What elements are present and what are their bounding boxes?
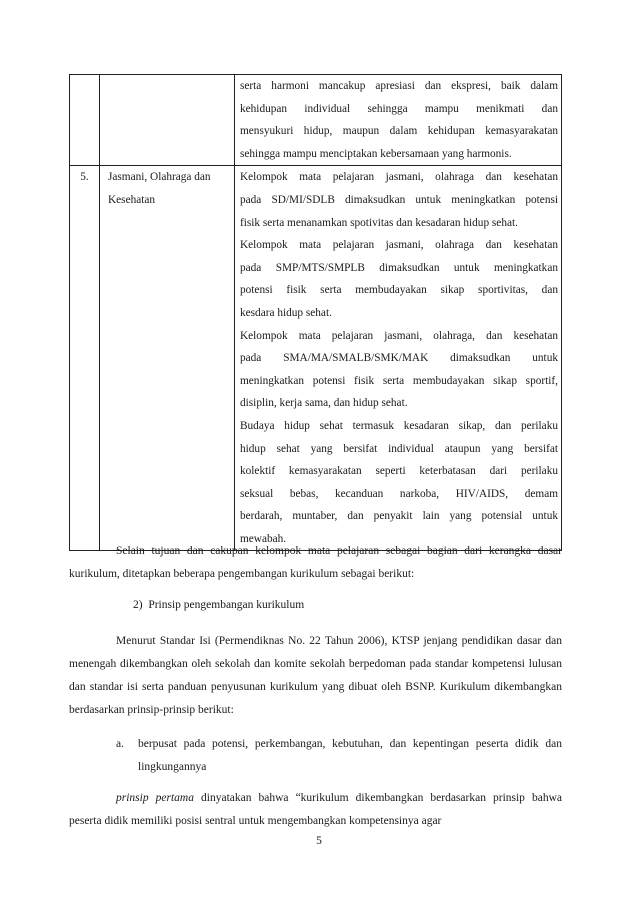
description-line: kolektif kemasyarakatan seperti keterbatasan dari perilaku xyxy=(240,465,558,478)
description-line: fisik serta menanamkan spotivitas dan kesadaran hidup sehat. xyxy=(240,216,518,229)
description-line: seksual bebas, kecanduan narkoba, HIV/AIDS, demam xyxy=(240,487,558,500)
description-line: sehingga mampu menciptakan kebersamaan yang harmonis. xyxy=(240,147,512,160)
description-line: Budaya hidup sehat termasuk kesadaran sikap, dan perilaku xyxy=(240,419,558,432)
number-cell xyxy=(70,75,100,166)
description-cell xyxy=(235,166,562,551)
description-paragraph xyxy=(240,325,558,415)
subject-line-2: Kesehatan xyxy=(108,193,156,206)
subject-cell xyxy=(100,75,235,166)
description-line: Kelompok mata pelajaran jasmani, olahraga dan kesehatan xyxy=(240,171,558,184)
paragraph-intro: Selain tujuan dan cakupan kelompok mata pelajaran sebagai bagian dari kerangka dasar kurikulum, ditetapkan beberapa pengembangan kurikulum sebagai berikut: xyxy=(69,545,562,580)
description-paragraph xyxy=(240,166,558,234)
description-line: serta harmoni mancakup apresiasi dan ekspresi, baik dalam xyxy=(240,80,558,92)
list-marker: a. xyxy=(116,738,124,750)
description-line: pada SD/MI/SDLB dimaksudkan untuk meningkatkan potensi xyxy=(240,193,558,206)
description-line: meningkatkan potensi fisik serta membudayakan sikap sportif, xyxy=(240,374,558,387)
page-number: 5 xyxy=(316,835,322,847)
description-line: Kelompok mata pelajaran jasmani, olahraga, dan kesehatan xyxy=(240,329,558,342)
italic-term: prinsip pertama xyxy=(116,792,194,804)
paragraph-rest: dinyatakan bahwa “kurikulum dikembangkan berdasarkan prinsip bahwa peserta didik memiliki posisi sentral untuk mengembangkan kompetensinya agar xyxy=(69,792,562,827)
table-row-5 xyxy=(70,166,562,551)
description-line: potensi fisik serta membudayakan sikap sportivitas, dan xyxy=(240,284,558,297)
description-line: mensyukuri hidup, maupun dalam kehidupan kemasyarakatan xyxy=(240,125,558,138)
subject-cell xyxy=(100,166,235,551)
table-row-continuation xyxy=(70,75,562,166)
description-paragraph xyxy=(240,234,558,324)
description-cell xyxy=(235,75,562,166)
description-line: pada SMP/MTS/SMPLB dimaksudkan untuk meningkatkan xyxy=(240,261,558,274)
paragraph-prinsip-pertama xyxy=(69,787,562,833)
description-line: kehidupan individual sehingga mampu menikmati dan xyxy=(240,102,558,115)
subheading-prinsip: 2) Prinsip pengembangan kurikulum xyxy=(133,599,305,611)
list-item-a xyxy=(116,733,562,779)
description-line: mewabah. xyxy=(240,532,287,545)
subject-line-1: Jasmani, Olahraga dan xyxy=(108,171,211,184)
row-number: 5. xyxy=(80,171,89,184)
number-cell xyxy=(70,166,100,551)
description-line: hidup sehat yang bersifat individual ataupun yang bersifat xyxy=(240,442,558,455)
description-line: berdarah, muntaber, dan penyakit lain yang potensial untuk xyxy=(240,510,558,523)
description-line: Kelompok mata pelajaran jasmani, olahraga dan kesehatan xyxy=(240,239,558,252)
description-line: disiplin, kerja sama, dan hidup sehat. xyxy=(240,397,408,410)
description-paragraph xyxy=(240,415,558,551)
description-line: kesdara hidup sehat. xyxy=(240,306,332,319)
paragraph-standar-isi: Menurut Standar Isi (Permendiknas No. 22 Tahun 2006), KTSP jenjang pendidikan dasar dan menengah dikembangkan oleh sekolah dan komite sekolah berpedoman pada standar kompetensi lulusan dan standar isi serta panduan penyusunan kurikulum yang dibuat oleh BSNP. Kurikulum dikembangkan berdasarkan prinsip-prinsip berikut: xyxy=(69,635,562,716)
curriculum-table xyxy=(69,74,562,551)
description-line: pada SMA/MA/SMALB/SMK/MAK dimaksudkan untuk xyxy=(240,352,558,365)
list-item-text: berpusat pada potensi, perkembangan, kebutuhan, dan kepentingan peserta didik dan lingkungannya xyxy=(138,738,562,773)
